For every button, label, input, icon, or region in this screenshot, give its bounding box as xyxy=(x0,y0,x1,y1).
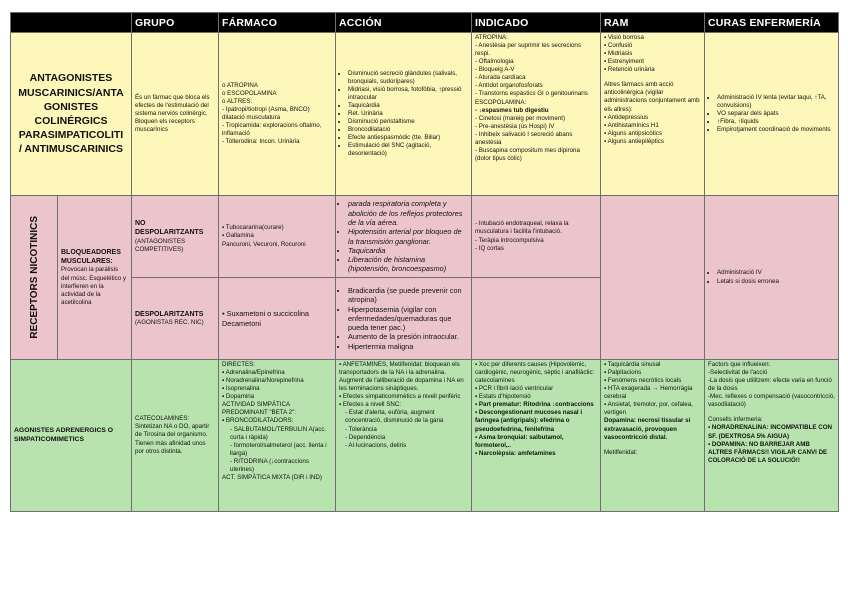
grupo-line: Sintetizan NA o DO, apartir de Tirosina del organismo. xyxy=(135,423,210,439)
subgroup-title: BLOQUEADORES xyxy=(61,249,121,257)
drug-item: ▪ Suxametoni o succicolina xyxy=(222,309,309,319)
indication-item: - ↓espasmes tub digestiu xyxy=(475,106,549,114)
nondepol-farmaco xyxy=(219,196,336,278)
grupo-line: Tienen más afinidad unos por otros distinta. xyxy=(135,439,206,455)
ram-item: ▪ Confusió xyxy=(604,42,633,50)
care-item: Factors que influeixen: xyxy=(708,361,771,368)
action-item: • Efecte antiespasmòdic (tte. Biliar) xyxy=(348,134,468,142)
drug-item: o ATROPINA xyxy=(222,81,258,89)
action-text: Liberación de histamina (hipotensión, broncoespasmo) xyxy=(348,255,447,274)
muscarinic-title-line: COLINÉRGICS xyxy=(34,115,108,127)
header-row xyxy=(11,13,839,33)
adrenergic-indicado xyxy=(472,360,601,512)
muscarinic-row xyxy=(11,33,839,196)
adrenergic-ram xyxy=(601,360,705,512)
indication-item: ▪ Narcolèpsia: amfetamines xyxy=(475,449,556,457)
care-item: • Administració IV xyxy=(717,269,835,277)
drug-item: - Tropicamida: exploracions oftalmo, inflamació xyxy=(222,122,322,138)
action-text: parada respiratoria completa y abolición de los reflejos protectores de la vía aérea. xyxy=(348,199,463,227)
action-item: ▪ Efectes a nivell SNC: xyxy=(339,401,402,409)
depol-farmaco xyxy=(219,278,336,360)
indication-item: ▪ Part prematur: Ritodrina ↓contraccions xyxy=(475,401,594,409)
adrenergic-row xyxy=(11,360,839,512)
nicotinic-vertical-label: RECEPTORS NICOTINICS xyxy=(28,216,40,339)
drug-item: ▪ Isoprenalina xyxy=(222,385,260,393)
ram-item: ▪ Midriasis xyxy=(604,50,633,58)
indication-item: - Antídot organofosforats xyxy=(475,82,543,90)
adrenergic-farmaco xyxy=(219,360,336,512)
nondepol-subtitle: (ANTAGONISTES COMPETITIVES) xyxy=(135,237,186,253)
muscarinic-title xyxy=(11,33,132,196)
ram-item: ▪ Taquicàrdia sinusal xyxy=(604,361,661,368)
drug-item: ▪ Noradrenalina/Norepinefrina xyxy=(222,377,304,385)
care-item: -Selectivitat de l'acció xyxy=(708,369,768,377)
action-item: - Dependència xyxy=(345,433,386,441)
header-accion: ACCIÓN xyxy=(336,13,472,33)
drug-item: o ESCOPOLAMINA xyxy=(222,89,277,97)
ram-item: ▪ Alguns antiepilèptics xyxy=(604,137,664,145)
action-item xyxy=(348,199,468,227)
action-item: • Hipertermia maligna xyxy=(348,342,468,351)
nondepol-indicado xyxy=(472,196,601,278)
ram-item: ▪ HTA exagerada → Hemorràgia cerebral xyxy=(604,385,693,401)
indication-item: - Oftalmologia xyxy=(475,58,514,66)
muscarinic-title-line: PARASIMPATICOLITI xyxy=(18,129,124,142)
action-item xyxy=(348,227,468,246)
indication-item: ▪ PCR i fibril·lació ventricular xyxy=(475,385,554,393)
depol-subtitle: (AGONISTAS REC. NIC) xyxy=(135,319,204,327)
ram-spacer xyxy=(604,442,701,449)
action-item: Augment de l'alliberació de dopamina i NA en les terminacions sinàptiques. xyxy=(339,377,464,393)
header-indicado: INDICADO xyxy=(472,13,601,33)
action-item: • Bradicardia (se puede prevenir con atropina) xyxy=(348,286,468,305)
subgroup-desc: Provocan la parálisis del músc. Esquelético y interfieren en la actividad de la acetilcolina xyxy=(61,266,126,306)
drug-item: - SALBUTAMOL/TERBULIN A(acc. curta i ràpida) xyxy=(230,425,327,441)
drug-item: ▪ Gallamina xyxy=(222,232,254,240)
action-item: • Midriasi, visió borrosa, fotofòbia, ↑pressió intraocular xyxy=(348,86,468,102)
action-item: • Ret. Urinària xyxy=(348,110,468,118)
header-ram: RAM xyxy=(601,13,705,33)
muscarinic-title-line: / ANTIMUSCARINICS xyxy=(18,143,124,156)
indication-item: ▪ Asma bronquial: salbutamol, formoterol,.. xyxy=(475,433,564,449)
header-farmaco: FÁRMACO xyxy=(219,13,336,33)
care-item: • Administració IV lenta (evitar taqui, ↑TA, convulsions) xyxy=(717,94,835,110)
grupo-line: CATECOLAMINES: xyxy=(135,415,190,423)
ram-item: Dopamina: necrosi tissular si extravasació, provoquen vasocontricció distal. xyxy=(604,417,691,441)
action-text: Taquicardia xyxy=(348,245,386,255)
care-item: -Mec. reflexes o compensació (vasocontricció, vasodilatació) xyxy=(708,393,835,409)
muscarinic-indicado xyxy=(472,33,601,196)
pharmacology-table xyxy=(10,12,839,512)
ram-item: ▪ Ansietat, tremolor, por, cefalea, vertigen xyxy=(604,401,693,417)
action-item: • Broncodilatació xyxy=(348,126,468,134)
drug-item: - RITODRINA (↓contraccions uterines) xyxy=(230,457,309,473)
muscarinic-title-line: ANTAGONISTES xyxy=(29,72,113,85)
depol-title: DESPOLARITZANTS xyxy=(135,310,204,318)
muscarinic-farmaco xyxy=(219,33,336,196)
drug-item: ▪ Adrenalina/Epinefrina xyxy=(222,369,285,377)
drug-item: Pancuroni, Vecuroni, Rocuroni xyxy=(222,240,306,248)
care-item: ▪ NORADRENALINA: INCOMPATIBLE CON SF. (DEXTROSA 5% AIGUA) xyxy=(708,424,832,440)
drug-item: ACTIVIDAD SIMPÁTICA PREDOMINANT "BETA 2": xyxy=(222,401,296,417)
indication-item: - Bloqueig A-V xyxy=(475,66,515,74)
adrenergic-accion xyxy=(336,360,472,512)
subgroup-title: MUSCULARES: xyxy=(61,258,113,266)
indication-item: - IQ cortas xyxy=(475,244,504,252)
nicotinic-nondepol-row xyxy=(11,196,839,278)
nicotinic-subgroup xyxy=(58,196,132,360)
depol-accion xyxy=(336,278,472,360)
action-item: • Estimulació del SNC (agitació, desorientació) xyxy=(348,142,468,158)
care-item: -La dosis que utilitzem: efecte varia en funció de la dosis xyxy=(708,377,832,393)
action-item: • Disminució peristaltisme xyxy=(348,118,468,126)
muscarinic-ram xyxy=(601,33,705,196)
ram-item: ▪ Antihistamínics H1 xyxy=(604,121,659,129)
nicotinic-ram xyxy=(601,196,705,360)
drug-item: o ALTRES: xyxy=(222,97,253,105)
care-item: • Empirotjament coordinació de moviments xyxy=(717,126,835,134)
indication-item: ▪ Descongestionant mucoses nasal i faringea (antigripals): efedrina o pseudoefedrina, fenilefrina xyxy=(475,409,583,433)
indication-item: ESCOPOLAMINA: xyxy=(475,98,527,106)
adrenergic-grupo xyxy=(132,360,219,512)
care-item: ▪ DOPAMINA: NO BARREJAR AMB ALTRES FÀRMACS!! VIGILAR CANVI DE COLORACIÓ DE LA SOLUCIÓ!! xyxy=(708,440,828,464)
ram-item: Altres fàrmacs amb acció anticolinèrgica (vigilar administracions conjuntament amb els altres): xyxy=(604,81,700,113)
indication-item: ATROPINA: xyxy=(475,34,508,41)
care-item: • VO separar dels àpats xyxy=(717,110,835,118)
adrenergic-curas xyxy=(705,360,839,512)
indication-item: - Pre-anestèsia (ús Hospi) IV xyxy=(475,122,555,130)
action-text: Hipotensión arterial por bloqueo de la transmisión ganglionar. xyxy=(348,227,462,246)
indication-item: - Anestèsia per suprimir les secrecions respi. xyxy=(475,42,581,58)
care-spacer xyxy=(708,409,835,416)
action-item: • Disminució secreció glàndules (salivals, bronquials, sudorípares) xyxy=(348,70,468,86)
indication-item: - Inhibeix salivació I secreció abans anestèsia xyxy=(475,130,573,146)
drug-item: Decametoni xyxy=(222,318,261,328)
action-item: ▪ Efectes simpaticomimètics a nivell perifèric xyxy=(339,393,461,401)
ram-item: ▪ Estrenyiment xyxy=(604,58,645,66)
care-item: • ↑Fibra, ↑líquids xyxy=(717,118,835,126)
drug-item: ACT. SIMPÀTICA MIXTA (DIR i IND) xyxy=(222,473,322,481)
indication-item: - Cinetosi (mareig per moviment) xyxy=(475,114,566,122)
indication-item: - Teràpia introcompulsiva xyxy=(475,236,544,244)
action-item: • Aumento de la presión intraocular. xyxy=(348,332,468,341)
ram-item: Metilfenidat: xyxy=(604,448,638,456)
nondepol-accion xyxy=(336,196,472,278)
action-item xyxy=(348,255,468,274)
muscarinic-curas xyxy=(705,33,839,196)
depol-grupo xyxy=(132,278,219,360)
indication-item: - Intubació endotraqueal, relaxa la musculatura i facilita l'intubació. xyxy=(475,220,569,236)
action-item: • Taquicàrdia xyxy=(348,102,468,110)
indication-item: ▪ Xoc per diferents causes (Hipovolèmic, cardiogènic, neurogènic, sèptic i anafilàctic: catecolamines xyxy=(475,361,595,385)
action-item: ▪ ANFETAMINES, Metilfenidat: bloquean els transportadors de la NA i la adrenalina. xyxy=(339,361,460,377)
action-item: - Tolerància xyxy=(345,425,377,433)
drug-item: - formoterol/salmeterol (acc. llenta i llarga) xyxy=(230,441,327,457)
nicotinic-curas xyxy=(705,196,839,360)
ram-item: ▪ Palpitacions xyxy=(604,369,642,377)
care-item: Consells infermeria: xyxy=(708,416,763,424)
action-item xyxy=(348,246,468,255)
indication-item: - Transtorns espàstics GI o genitourinaris xyxy=(475,90,588,98)
muscarinic-title-line: GONISTES xyxy=(43,100,99,113)
header-curas: CURAS ENFERMERÍA xyxy=(705,13,839,33)
drug-item: ▪ Tubocararina(curare) xyxy=(222,224,284,232)
header-grupo: GRUPO xyxy=(132,13,219,33)
action-item: - Estat d'alerta, eufòria, augment concentració, disminució de la gana xyxy=(345,409,444,425)
adrenergic-title: AGONISTES ADRENERGICS O SIMPATICOMIMETICS xyxy=(11,360,132,512)
nondepol-title: NO DESPOLARITZANTS xyxy=(135,220,204,237)
nondepol-grupo xyxy=(132,196,219,278)
action-item: - Al·lucinacions, deliris xyxy=(345,441,407,449)
ram-item: ▪ Fenòmens necròtics locals xyxy=(604,377,682,385)
care-item: • Letals si dosis erronea xyxy=(717,278,835,286)
drug-item: ▪ Dopamina xyxy=(222,393,255,401)
ram-item: ▪ Visió borrosa xyxy=(604,34,644,41)
muscarinic-title-line: MUSCARINICS/ANTA xyxy=(18,86,124,99)
indication-item: - Buscapina compositum mes dipirona (dolor tipus còlic) xyxy=(475,146,580,162)
indication-item: ▪ Estats d'hipotensió xyxy=(475,393,531,401)
drug-item: - Tolterodina: Incon. Urinària xyxy=(222,138,300,146)
ram-item: ▪ Alguns antipsicòtics xyxy=(604,129,662,137)
action-item: • Hiperpotasemia (vigilar con enfermedades/quemaduras que pueda tener pac.) xyxy=(348,305,468,333)
ram-item: ▪ Antidepressius xyxy=(604,113,649,121)
drug-item: - Ipatropi/tiotropi (Asma, BNCO) dilatació musculatura xyxy=(222,105,310,121)
muscarinic-grupo: És un fàrmac que bloca els efectes de l'estimulació del sistema nerviós colinèrgic. Bloquen els receptors muscarínics xyxy=(132,33,219,196)
drug-item: ▪ BRONCODILATADORS: xyxy=(222,417,294,425)
drug-item: DIRECTES: xyxy=(222,361,256,368)
indication-item: - Aturada cardíaca xyxy=(475,74,526,82)
nicotinic-vertical-cell xyxy=(11,196,58,360)
header-blank xyxy=(11,13,132,33)
depol-indicado xyxy=(472,278,601,360)
ram-item: ▪ Retenció urinària xyxy=(604,66,655,74)
ram-spacer xyxy=(604,74,701,81)
muscarinic-accion xyxy=(336,33,472,196)
